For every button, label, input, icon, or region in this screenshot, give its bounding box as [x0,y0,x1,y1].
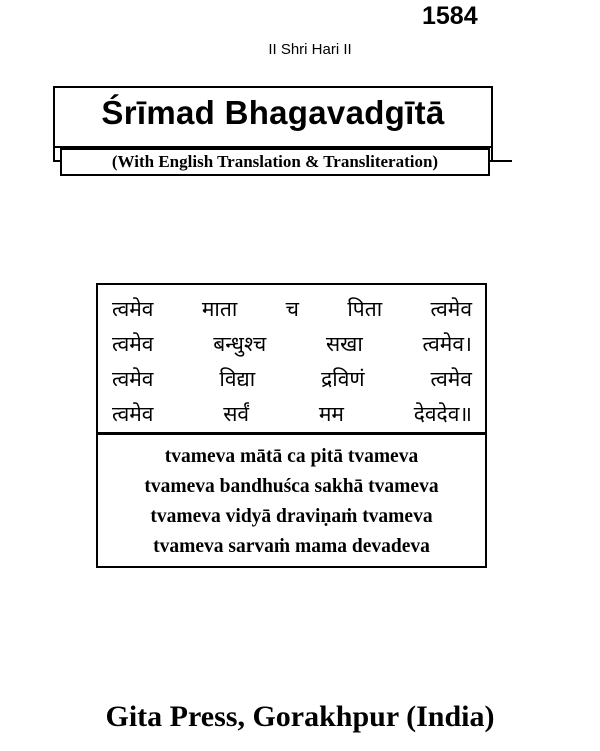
devanagari-word: बन्धुश्च [213,332,267,356]
devanagari-word: त्वमेव [112,297,154,321]
devanagari-line [112,397,472,431]
devanagari-line [112,362,472,396]
devanagari-word: त्वमेव [430,367,472,391]
devanagari-word: पिता [347,297,383,321]
devanagari-word: त्वमेव [430,297,472,321]
book-title: Śrīmad Bhagavadgītā [101,94,445,131]
devanagari-word: मम [318,402,344,426]
devanagari-word: सर्वं [223,402,250,426]
invocation: II Shri Hari II [268,41,352,58]
devanagari-word: त्वमेव [112,402,154,426]
transliteration-line: tvameva sarvaṁ mama devadeva [153,536,430,557]
publisher-imprint: Gita Press, Gorakhpur (India) [105,700,495,733]
devanagari-word: माता [201,297,238,321]
transliteration-line: tvameva mātā ca pitā tvameva [164,446,419,467]
devanagari-word: सखा [325,332,363,356]
devanagari-word: विद्या [219,367,256,391]
devanagari-word: त्वमेव। [422,332,472,356]
devanagari-line [112,327,472,361]
transliteration-line: tvameva bandhuśca sakhā tvameva [144,476,439,497]
right-bracket-horizontal [488,160,512,162]
devanagari-word: द्रविणं [321,367,365,391]
devanagari-word: त्वमेव [112,332,154,356]
transliteration-line: tvameva vidyā draviṇaṁ tvameva [150,506,433,527]
devanagari-word: च [285,297,299,321]
devanagari-word: त्वमेव [112,367,154,391]
devanagari-word: देवदेव॥ [413,402,472,426]
verse-divider [96,432,487,435]
book-subtitle: (With English Translation & Transliteration) [111,152,439,171]
book-number: 1584 [422,2,478,30]
devanagari-line [112,292,472,326]
